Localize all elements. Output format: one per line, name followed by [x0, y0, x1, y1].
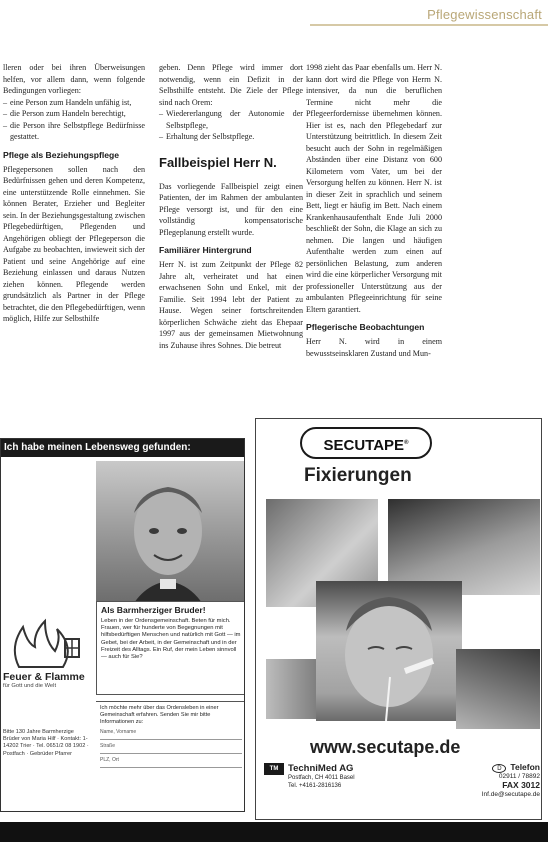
section-title: Pflegewissenschaft — [427, 7, 542, 22]
phone-label: Telefon — [510, 762, 540, 772]
ad-logo-text — [3, 671, 85, 689]
ad-box-text: Leben in der Ordensgemeinschaft. Beten für mich. Frauen, wer für hunderte von Begegnungen mit hilfsbedürftigen Menschen und natürlich mit Gott — im Gebet, bei der Arbeit, in der Gemeinschaft und in der Freizeit des Alltags. Ein Ruf, der mein Leben sinnvoll — auch für Sie? — [101, 618, 241, 661]
ad-reply-form[interactable] — [96, 701, 245, 812]
technimed-logo-icon: TM — [264, 763, 284, 775]
form-field-street[interactable]: Straße — [100, 743, 242, 754]
ad-barmherzige-brueder[interactable] — [0, 438, 245, 812]
paragraph: Herr N. ist zum Zeitpunkt der Pflege 82 Jahre alt, verheiratet und hat einen erwachsenen Sohn und Enkel, mit der Familie. Seit 1994 lebt der Patient zu Hause. Wegen seiner fortschreitenden körperlichen Schwäche zieht das Ehepaar 1997 aus der gemeinsamen Mietwohnung ins Zuhause ihres Sohnes. Die betreut — [159, 260, 303, 350]
form-field-city[interactable]: PLZ, Ort — [100, 757, 242, 768]
subheading: Familiärer Hintergrund — [159, 245, 252, 255]
phone-number: 02911 / 78892 — [498, 773, 540, 780]
list-item: – die Person ihre Selbstpflege Bedürfnisse gestattet. — [3, 120, 145, 143]
secutape-logo — [300, 427, 432, 459]
paragraph: Das vorliegende Fallbeispiel zeigt einen Patienten, der im Rahmen der ambulanten Pflege versorgt ist, und für den eine vollständig kompensatorische Pflegeplanung erstellt wurde. — [159, 181, 303, 237]
flame-logo-icon — [5, 617, 89, 669]
section-heading: Pflegerische Beobachtungen — [306, 322, 425, 332]
ad-contact-info: Bitte 130 Jahre Barmherzige Brüder von Maria Hilf · Kontakt: 1-14202 Trier · Tel. 0651/2 08 1902 · Postfach · Gebrüder Pfarrer — [3, 729, 89, 757]
face-illustration — [316, 581, 462, 721]
list-item: – die Person zum Handeln berechtigt, — [3, 108, 145, 120]
ad-box-title: Als Barmherziger Bruder! — [101, 605, 206, 615]
paragraph: geben. Denn Pflege wird immer dort notwendig, wenn ein Defizit in der Selbsthilfe entsteht. Die Ziele der Pflege sind nach Orem: — [159, 63, 303, 107]
section-header — [310, 4, 548, 26]
article-column-3 — [306, 62, 442, 359]
registered-mark-icon: ® — [404, 440, 409, 446]
product-photo-hand — [266, 659, 318, 719]
list-item: – Wiedererlangung der Autonomie der Selbstpflege, — [159, 108, 303, 131]
logo-tagline: für Gott und die Welt — [3, 683, 57, 689]
list-item: – Erhaltung der Selbstpflege. — [159, 131, 303, 143]
company-phone: Tel. +4161-2816136 — [288, 782, 342, 789]
company-info — [264, 763, 454, 790]
country-badge: D — [492, 764, 506, 773]
logo-wordmark: Feuer & Flamme — [3, 671, 85, 683]
bullet-list — [159, 108, 303, 143]
paragraph: Herr N. wird in einem bewusstseinsklaren Zustand und Mun- — [306, 337, 442, 358]
paragraph: lleren oder bei ihren Überweisungen helfen, vor allem dann, wenn folgende Bedingungen vorliegen: — [3, 63, 145, 95]
page-bottom-bar — [0, 822, 548, 842]
company-address: Postfach, CH 4011 Basel — [288, 775, 355, 781]
contact-block — [452, 763, 540, 799]
product-photo-tube — [456, 649, 540, 729]
bullet-list — [3, 97, 145, 143]
product-photo-face — [316, 581, 462, 721]
article-column-2 — [159, 62, 303, 351]
section-heading: Pflege als Beziehungspflege — [3, 149, 120, 160]
fax-number: FAX 3012 — [502, 780, 540, 790]
ad-secutape[interactable] — [255, 418, 542, 820]
paragraph: 1998 zieht das Paar ebenfalls um. Herr N. kann dort wird die Pflege von Herrn N. intensiver, da nun die beruflichen Termine nicht mehr die Pflegeerfordernisse übernehmen können. Hier ist es, nach den Pflegebedarf zur Unterstützung beitrittlich. In diesem Zeit besucht auch der Sohn in regelmäßigen Abständen über eine Distanz von 600 Kilometern vom Vater, um bei der Versorgung helfen zu können. Herr N. ist in dieser Zeit in sprachlich und seinem Bett, liegt er häufig im Bett. Nach einem Krankenhausaufenthalt Ende Juli 2000 beschließt der Sohn, die Klage an sich zu nehmen. Die langen und häufigen Aufenthalte werden zum einen auf persönlichen Belastung, zum anderen wird die eine körperlicher Versorgung mit professioneller Unterstützung aus der ambulanten Pflegeeinrichtung für seine Eltern garantiert. — [306, 63, 442, 314]
email-address[interactable]: Inf.de@secutape.de — [481, 791, 540, 798]
case-heading: Fallbeispiel Herr N. — [159, 154, 277, 170]
ad-text-box — [96, 601, 245, 695]
article-column-1 — [3, 62, 145, 325]
ad-headline: Fixierungen — [304, 465, 412, 486]
form-field-name[interactable]: Name, Vorname — [100, 729, 242, 740]
ad-website-link[interactable]: www.secutape.de — [310, 737, 461, 757]
form-intro: Ich möchte mehr über das Ordensleben in einer Gemeinschaft erfahren. Senden Sie mir bitte Informationen zu: — [100, 705, 219, 725]
list-item: – eine Person zum Handeln unfähig ist, — [3, 97, 145, 109]
paragraph: Pflegepersonen sollen nach den Bedürfnissen gehen und deren Kompetenz, eine unterstützende Rolle einnehmen. Sie können Berater, Erzieher und Begleiter sein. In der Beziehungsgestaltung zwischen Pflegebedürftigen, Pflegenden und Angehörigen obliegt der Pflegeperson die Aufgabe zu beobachten, inwieweit sich der Patient und seine Angehörige auf eine Beziehung einlassen und daraus Nutzen ziehen können. Pflegende werden grundsätzlich als Partner in der Pflege betrachtet, die den Pflegebedürftigen, wenn möglich, Hilfe zur Selbsthilfe — [3, 164, 145, 323]
company-name: TechniMed AG — [288, 763, 354, 775]
ad-banner: Ich habe meinen Lebensweg gefunden: — [1, 439, 244, 457]
brand-name: SECUTAPE — [323, 437, 405, 454]
